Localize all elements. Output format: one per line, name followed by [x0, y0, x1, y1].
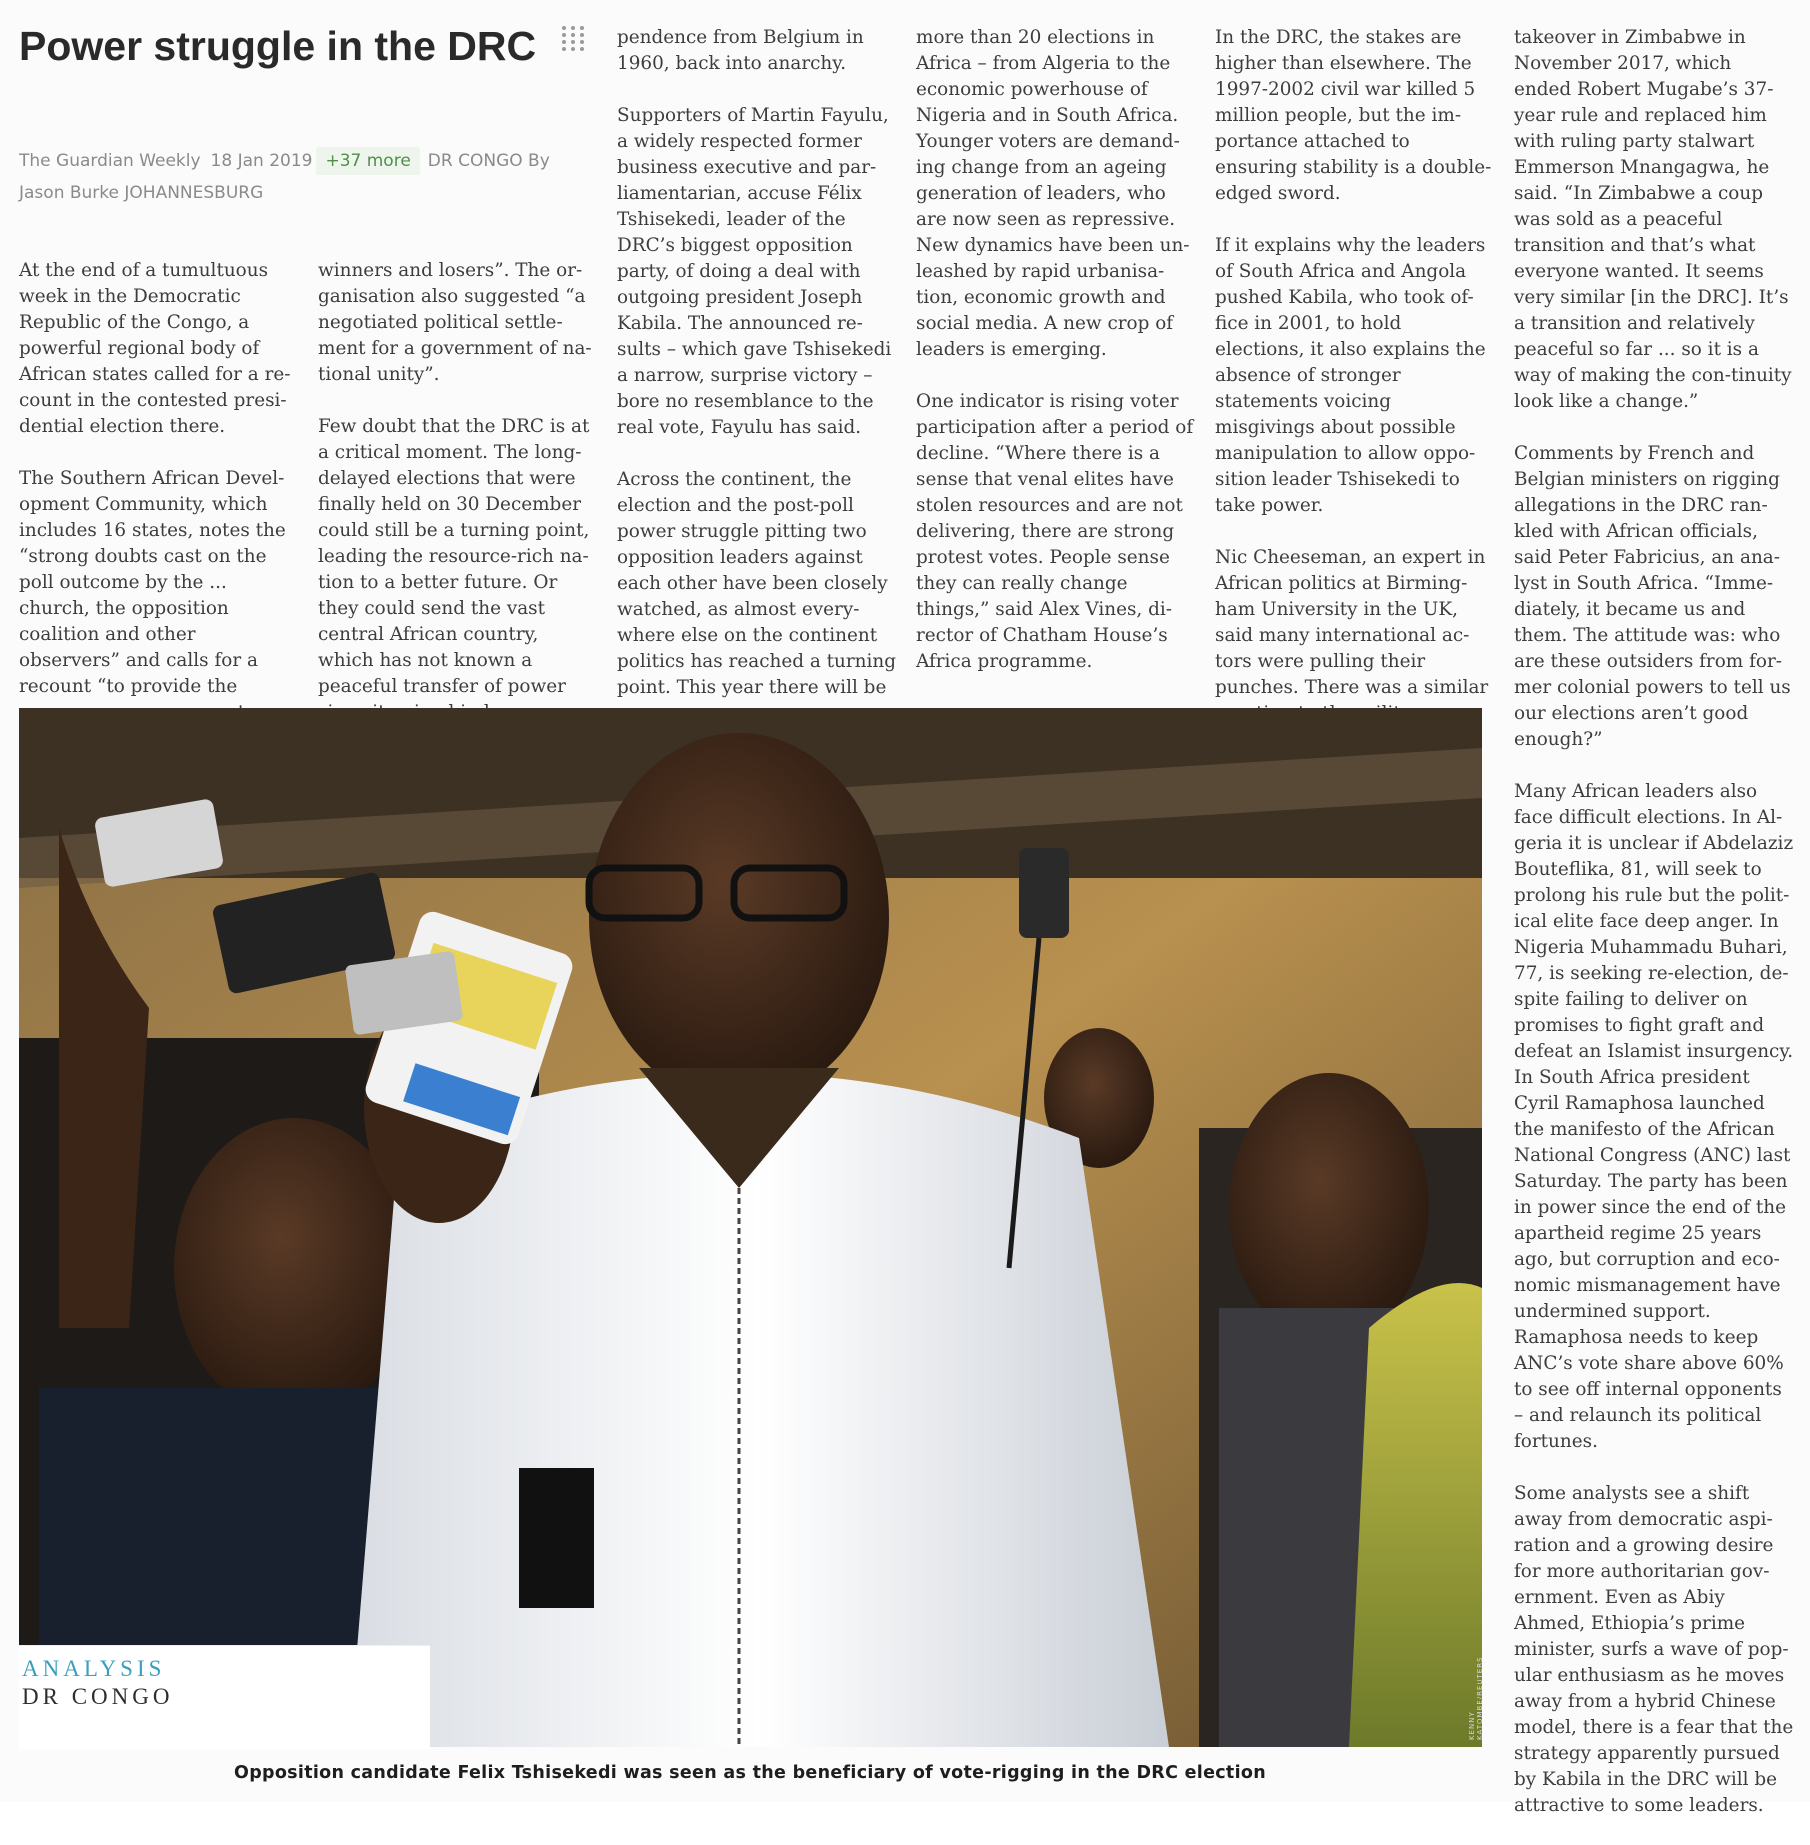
paragraph: Nic Cheeseman, an expert in African politics at Birming-ham University in the UK, said many international ac-tors were pulling their punches. There was a similar	[1215, 547, 1489, 698]
publication-date: 18 Jan 2019	[210, 151, 313, 171]
paragraph: winners and losers”. The or-ganisation also suggested “a negotiated political settle-ment for a government of na-tional unity”.	[318, 260, 592, 385]
text-column-3	[617, 25, 897, 727]
paragraph: Many African leaders also face difficult elections. In Al-geria it is unclear if Abdelaziz Bouteflika, 81, will seek to prolong his rule but the polit-ical elite face deep anger. In Nigeria Muhammadu Buhari, 77, is seeking re-election, de-spite failing to deliver on promises to fight graft and defeat an Islamist insurgency. In South Africa president Cyril Ramaphosa launched the manifesto of the African National Congress (ANC) last Saturday. The party has been in power since the end of the apartheid regime 25 years ago, but corruption and eco-nomic mismanagement have undermined support. Ramaphosa needs to keep ANC’s vote share above 60% to see off internal opponents – and relaunch its political fortunes.	[1514, 781, 1794, 1452]
text-column-1	[19, 258, 299, 778]
paragraph: The Southern African Devel-opment Community, which includes 16 states, notes the “strong doubts cast on the poll outcome by the ... church, the opposition coalition and other observers” and calls for a recount “to provide the	[19, 468, 286, 697]
paragraph: Some analysts see a shift away from democratic aspi-ration and a growing desire for more authoritarian gov-ernment. Even as Abiy Ahmed, Ethiopia’s prime minister, surfs a wave of pop-ular enthusiasm as he moves away from a hybrid Chinese model, there is a fear that the strategy apparently pursued by Kabila in the DRC will be attractive to some leaders.	[1514, 1483, 1794, 1816]
text-column-6	[1514, 25, 1794, 1845]
text-column-2	[318, 258, 598, 752]
paragraph: takeover in Zimbabwe in November 2017, which ended Robert Mugabe’s 37-year rule and replaced him with ruling party stalwart Emmerson Mnangagwa, he said. “In Zimbabwe a coup was sold as a peaceful transition and that’s what everyone wanted. It seems very similar [in the DRC]. It’s a transition and relatively peaceful so far ... so it is a way of making the con-tinuity look like a change.”	[1514, 27, 1792, 412]
article-title: Power struggle in the DRC	[19, 23, 537, 69]
paragraph: One indicator is rising voter participation after a period of decline. “Where there is a sense that venal elites have stolen resources and are not delivering, there are strong protest votes. People sense they can really change things,” said Alex Vines, di-rector of Chatham House’s Africa programme.	[916, 391, 1194, 672]
publication-name[interactable]: The Guardian Weekly	[19, 151, 201, 171]
photo-caption: Opposition candidate Felix Tshisekedi was seen as the beneficiary of vote-rigging in the DRC election	[234, 1763, 1266, 1783]
more-badge[interactable]: +37 more	[316, 147, 419, 175]
section-label	[19, 1645, 430, 1749]
paragraph: If it explains why the leaders of South Africa and Angola pushed Kabila, who took of-fice in 2001, to hold elections, it also explains the absence of stronger statements voicing misgivings about possible manipulation to allow oppo-sition leader Tshisekedi to take power.	[1215, 235, 1486, 516]
section-subtitle: DR CONGO	[22, 1684, 174, 1709]
text-column-5	[1215, 25, 1495, 753]
paragraph: In the DRC, the stakes are higher than elsewhere. The 1997-2002 civil war killed 5 million people, but the im-portance attached to ensuring stability is a double-edged sword.	[1215, 27, 1492, 204]
paragraph: Few doubt that the DRC is at a critical moment. The long-delayed elections that were finally held on 30 December could still be a turning point, leading the resource-rich na-tion to a better future. Or they could send the vast central African country, which has not known a peaceful transfer of power	[318, 416, 590, 697]
article-meta	[19, 145, 599, 209]
photo-illustration	[19, 708, 1482, 1747]
section-kicker: ANALYSIS	[22, 1656, 166, 1681]
paragraph: more than 20 elections in Africa – from Algeria to the economic powerhouse of Nigeria and in South Africa. Younger voters are demand-ing change from an ageing generation of leaders, who are now seen as repressive. New dynamics have been un-leashed by rapid urbanisa-tion, economic growth and social media. A new crop of leaders is emerging.	[916, 27, 1190, 360]
photo-credit: KENNY KATOMBE/REUTERS	[1468, 1656, 1484, 1740]
lead-photo	[19, 708, 1482, 1747]
byline: DR CONGO By Jason Burke JOHANNESBURG	[19, 151, 550, 203]
text-column-4	[916, 25, 1196, 701]
paragraph: Comments by French and Belgian ministers on rigging allegations in the DRC ran-kled with African officials, said Peter Fabricius, an ana-lyst in South Africa. “Imme-diately, it became us and them. The attitude was: who are these outsiders from for-mer colonial powers to tell us our elections aren’t good enough?”	[1514, 443, 1791, 750]
paragraph: At the end of a tumultuous week in the Democratic Republic of the Congo, a powerful regional body of African states called for a re-count in the contested presi-dential election there.	[19, 260, 291, 437]
drag-handle-icon[interactable]	[562, 26, 586, 50]
paragraph: Supporters of Martin Fayulu, a widely respected former business executive and par-liamentarian, accuse Félix Tshisekedi, leader of the DRC’s biggest opposition party, of doing a deal with outgoing president Joseph Kabila. The announced re-sults – which gave Tshisekedi a narrow, surprise victory – bore no resemblance to the real vote, Fayulu has said.	[617, 105, 892, 438]
paragraph: Across the continent, the election and the post-poll power struggle pitting two opposition leaders against each other have been closely watched, as almost every-where else on the continent politics has reached a turning point. This year there will be	[617, 469, 897, 698]
paragraph: pendence from Belgium in 1960, back into anarchy.	[617, 27, 864, 74]
